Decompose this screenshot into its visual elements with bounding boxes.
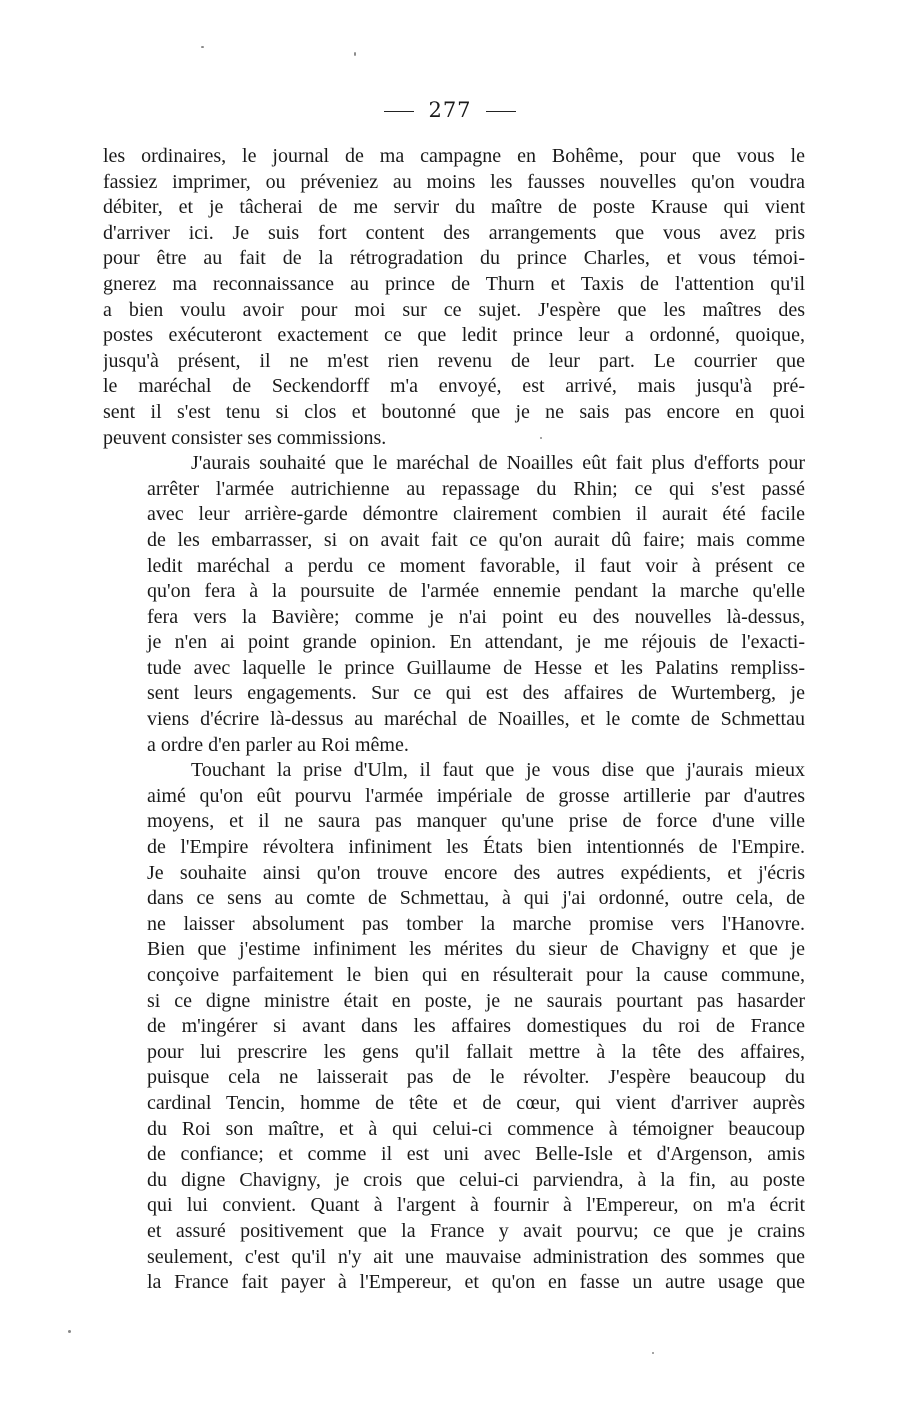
text-line: ledit maréchal a perdu ce moment favorable, il faut voir à présent ce bbox=[147, 554, 805, 577]
text-line: pour lui prescrire les gens qu'il fallait mettre à la tête des affaires, bbox=[147, 1040, 805, 1063]
text-line: moyens, et il ne saura pas manquer qu'une prise de force d'une ville bbox=[147, 810, 805, 833]
text-line: Bien que j'estime infiniment les mérites du sieur de Chavigny et que je bbox=[147, 938, 805, 961]
text-line: et assuré positivement que la France y avait pourvu; ce que je crains bbox=[147, 1219, 805, 1242]
text-line: gnerez ma reconnaissance au prince de Thurn et Taxis de l'attention qu'il bbox=[103, 272, 805, 295]
page-number: 277 bbox=[428, 98, 472, 122]
text-line: fera vers la Bavière; comme je n'ai point eu des nouvelles là-dessus, bbox=[147, 605, 805, 628]
paragraph bbox=[103, 144, 805, 451]
text-line: cardinal Tencin, homme de tête et de cœur, qui vient d'arriver auprès bbox=[147, 1091, 805, 1114]
paper-speck bbox=[201, 46, 204, 48]
paper-speck bbox=[540, 437, 542, 439]
text-line: qui lui convient. Quant à l'argent à fournir à l'Empereur, on m'a écrit bbox=[147, 1194, 805, 1217]
paper-speck bbox=[652, 1352, 654, 1354]
text-line: a ordre d'en parler au Roi même. bbox=[147, 733, 409, 756]
text-line: Je souhaite ainsi qu'on trouve encore des autres expédients, et j'écris bbox=[147, 861, 805, 884]
text-line: qu'on fera à la poursuite de l'armée ennemie pendant la marche qu'elle bbox=[147, 580, 805, 603]
text-line: peuvent consister ses commissions. bbox=[103, 426, 387, 449]
text-line: fassiez imprimer, ou préveniez au moins les fausses nouvelles qu'on voudra bbox=[103, 170, 805, 193]
text-line: aimé qu'on eût pourvu l'armée impériale de grosse artillerie par d'autres bbox=[147, 784, 805, 807]
paragraph bbox=[103, 758, 805, 1295]
text-line: les ordinaires, le journal de ma campagne en Bohême, pour que vous le bbox=[103, 145, 805, 167]
text-line: débiter, et je tâcherai de me servir du maître de poste Krause qui vient bbox=[103, 196, 805, 219]
text-line: dans ce sens au comte de Schmettau, à qui j'ai ordonné, outre cela, de bbox=[147, 887, 805, 910]
text-line: de m'ingérer si avant dans les affaires domestiques du roi de France bbox=[147, 1015, 805, 1038]
text-line: puisque cela ne laisserait pas de le révolter. J'espère beaucoup du bbox=[147, 1066, 805, 1089]
text-line: viens d'écrire là-dessus au maréchal de Noailles, et le comte de Schmettau bbox=[147, 708, 805, 731]
text-line: de les embarrasser, si on avait fait ce qu'on aurait dû faire; mais comme bbox=[147, 528, 805, 551]
page-header bbox=[0, 95, 900, 125]
text-line: seulement, c'est qu'il n'y ait une mauvaise administration des sommes que bbox=[147, 1245, 805, 1268]
body-text bbox=[103, 144, 805, 1296]
text-line: J'aurais souhaité que le maréchal de Noailles eût fait plus d'efforts pour bbox=[191, 452, 805, 475]
paragraph bbox=[103, 451, 805, 758]
text-line: du digne Chavigny, je crois que celui-ci parviendra, à la fin, au poste bbox=[147, 1168, 805, 1191]
text-line: la France fait payer à l'Empereur, et qu'on en fasse un autre usage que bbox=[147, 1271, 805, 1294]
paper-speck bbox=[354, 52, 356, 56]
text-line: du Roi son maître, et à qui celui-ci commence à témoigner beaucoup bbox=[147, 1117, 805, 1140]
text-line: sent leurs engagements. Sur ce qui est des affaires de Wurtemberg, je bbox=[147, 682, 805, 705]
text-line: sent il s'est tenu si clos et boutonné que je ne sais pas encore en quoi bbox=[103, 400, 805, 423]
text-line: a bien voulu avoir pour moi sur ce sujet. J'espère que les maîtres des bbox=[103, 298, 805, 321]
text-line: tude avec laquelle le prince Guillaume de Hesse et les Palatins rempliss- bbox=[147, 656, 805, 679]
text-line: le maréchal de Seckendorff m'a envoyé, est arrivé, mais jusqu'à pré- bbox=[103, 375, 805, 398]
header-dash-left bbox=[384, 111, 414, 112]
text-line: si ce digne ministre était en poste, je ne saurais pourtant pas hasarder bbox=[147, 989, 805, 1012]
text-line: de l'Empire révoltera infiniment les États bien intentionnés de l'Empire. bbox=[147, 836, 805, 859]
text-line: avec leur arrière-garde démontre clairement combien il aurait été facile bbox=[147, 503, 805, 526]
text-line: conçoive parfaitement le bien qui en résulterait pour la cause commune, bbox=[147, 964, 805, 986]
paper-speck bbox=[68, 1330, 71, 1333]
text-line: de confiance; et comme il est uni avec Belle-Isle et d'Argenson, amis bbox=[147, 1143, 805, 1166]
text-line: je n'en ai point grande opinion. En attendant, je me réjouis de l'exacti- bbox=[147, 631, 805, 654]
text-line: jusqu'à présent, il ne m'est rien revenu de leur part. Le courrier que bbox=[103, 349, 805, 372]
header-dash-right bbox=[486, 111, 516, 112]
text-line: postes exécuteront exactement ce que ledit prince leur a ordonné, quoique, bbox=[103, 324, 805, 347]
text-line: d'arriver ici. Je suis fort content des arrangements que vous avez pris bbox=[103, 221, 805, 244]
text-line: pour être au fait de la rétrogradation du prince Charles, et vous témoi- bbox=[103, 247, 805, 270]
text-line: Touchant la prise d'Ulm, il faut que je vous dise que j'aurais mieux bbox=[191, 759, 805, 782]
text-line: ne laisser absolument pas tomber la marche promise vers l'Hanovre. bbox=[147, 912, 805, 935]
text-line: arrêter l'armée autrichienne au repassage du Rhin; ce qui s'est passé bbox=[147, 477, 805, 500]
